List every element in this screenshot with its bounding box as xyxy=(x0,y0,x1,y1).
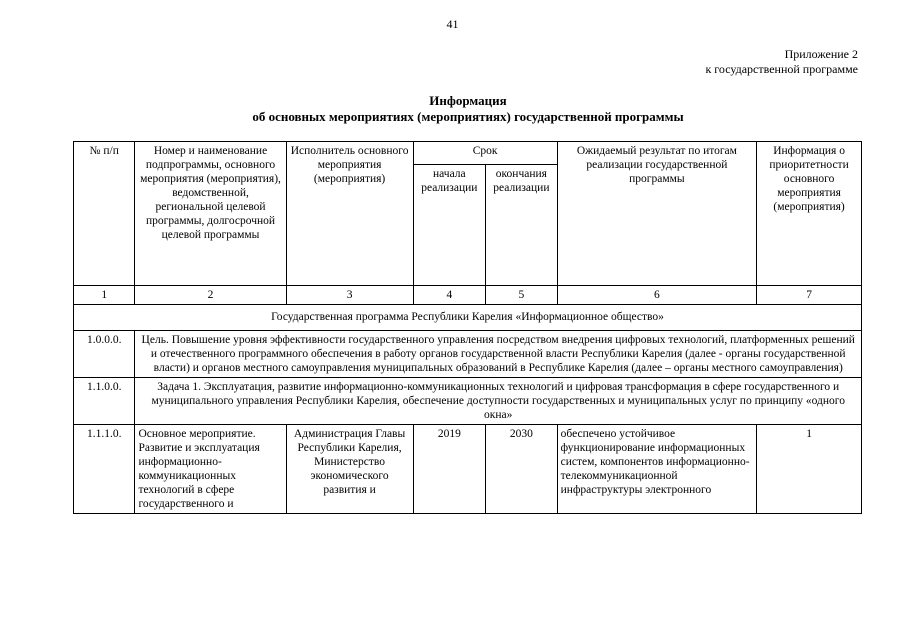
header-end: окончания реализации xyxy=(486,165,558,286)
measure-end-year: 2030 xyxy=(486,425,558,514)
header-priority: Информация о приоритетности основного мероприятия (мероприятия) xyxy=(757,142,862,286)
program-title: Государственная программа Республики Карелия «Информационное общество» xyxy=(74,305,862,331)
task-row xyxy=(74,378,862,425)
column-number: 6 xyxy=(557,286,757,305)
header-row xyxy=(74,142,862,165)
header-executor: Исполнитель основного мероприятия (мероприятия) xyxy=(286,142,413,286)
header-name: Номер и наименование подпрограммы, основного мероприятия (мероприятия), ведомственной, региональной целевой программы, долгосрочной целевой программы xyxy=(135,142,286,286)
measure-start-year: 2019 xyxy=(413,425,486,514)
header-result: Ожидаемый результат по итогам реализации государственной программы xyxy=(557,142,757,286)
header-term: Срок xyxy=(413,142,557,165)
appendix-line-2: к государственной программе xyxy=(705,62,858,76)
column-number: 5 xyxy=(486,286,558,305)
title-line-1: Информация xyxy=(429,93,507,108)
task-text: Задача 1. Эксплуатация, развитие информационно-коммуникационных технологий и цифровая трансформация в сфере государственного и муниципального управления Республики Карелия, обеспечение доступности государственных и муниципальных услуг по принципу «одного окна» xyxy=(135,378,862,425)
column-number: 4 xyxy=(413,286,486,305)
measure-name: Основное мероприятие. Развитие и эксплуатация информационно-коммуникационных технологий в сфере государственного и xyxy=(135,425,286,514)
measure-number: 1.1.1.0. xyxy=(74,425,135,514)
measure-executor: Администрация Главы Республики Карелия, Министерство экономического развития и xyxy=(286,425,413,514)
page-number: 41 xyxy=(446,17,459,31)
header-num: № п/п xyxy=(74,142,135,286)
goal-text: Цель. Повышение уровня эффективности государственного управления посредством внедрения цифровых технологий, платформенных решений и отечественного программного обеспечения в работу органов государственной власти Республики Карелия (далее - органы государственной власти) и органов местного самоуправления муниципальных образований в Республике Карелия (далее – органы местного самоуправления) xyxy=(135,331,862,378)
task-number: 1.1.0.0. xyxy=(74,378,135,425)
header-start: начала реализации xyxy=(413,165,486,286)
program-row xyxy=(74,305,862,331)
column-number: 1 xyxy=(74,286,135,305)
measure-row xyxy=(74,425,862,514)
column-number: 3 xyxy=(286,286,413,305)
column-numbers-row xyxy=(74,286,862,305)
column-number: 7 xyxy=(757,286,862,305)
goal-row xyxy=(74,331,862,378)
measure-priority: 1 xyxy=(757,425,862,514)
measure-result: обеспечено устойчивое функционирование информационных систем, компонентов информационно-телекоммуникационной инфраструктуры электронного xyxy=(557,425,757,514)
measures-table xyxy=(73,141,862,514)
goal-number: 1.0.0.0. xyxy=(74,331,135,378)
appendix-line-1: Приложение 2 xyxy=(784,47,858,61)
appendix-caption xyxy=(705,47,858,77)
document-title xyxy=(0,93,905,125)
title-line-2: об основных мероприятиях (мероприятиях) государственной программы xyxy=(252,109,684,124)
column-number: 2 xyxy=(135,286,286,305)
